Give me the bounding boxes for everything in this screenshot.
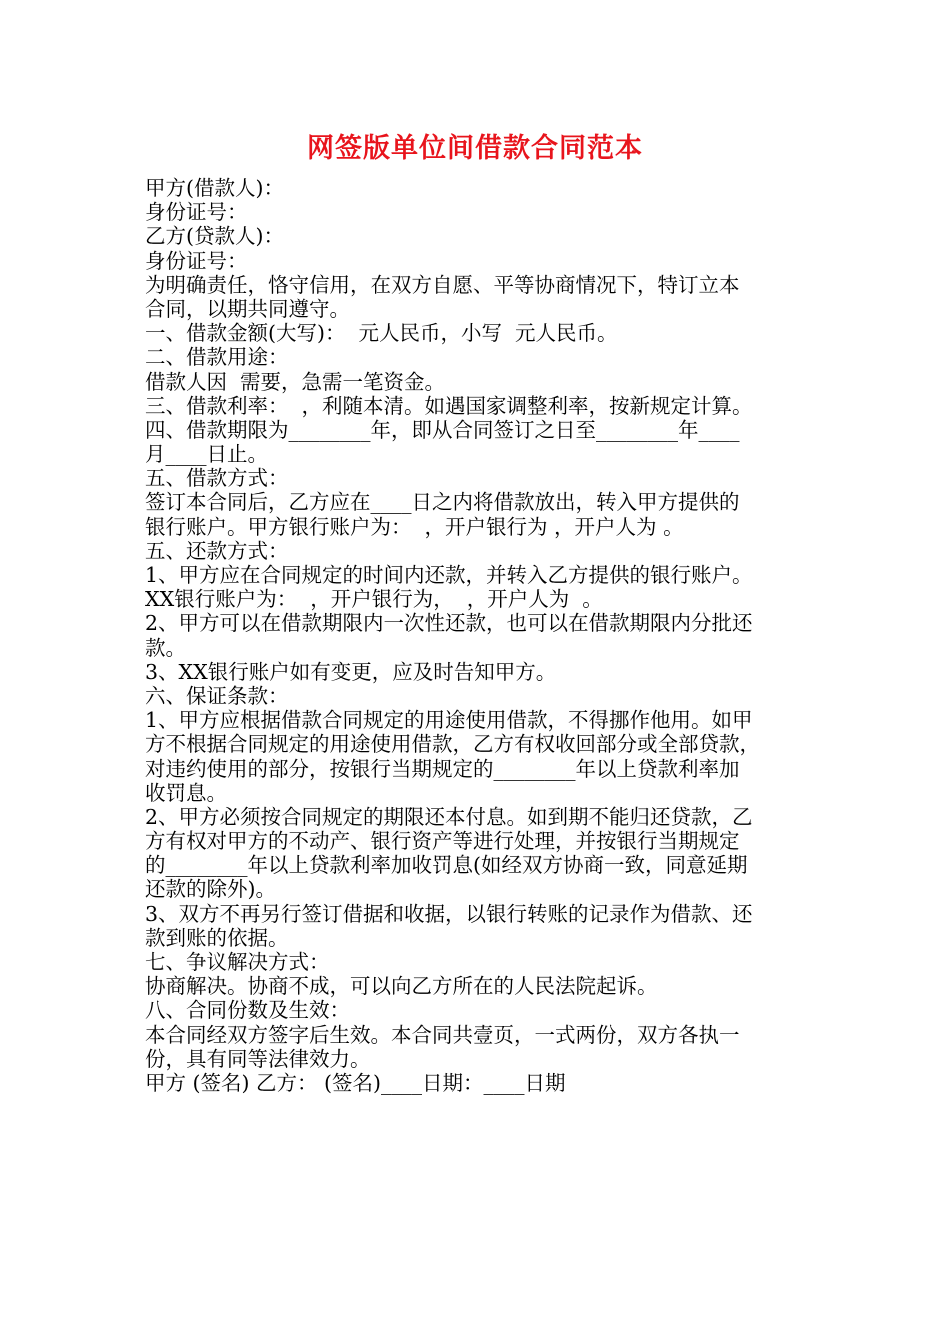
- text-line: 收罚息。: [145, 780, 227, 805]
- text-line: 甲方(借款人)：: [145, 176, 284, 200]
- text-line: 为明确责任，恪守信用，在双方自愿、平等协商情况下，特订立本: [145, 272, 740, 297]
- text-line: 对违约使用的部分，按银行当期规定的________年以上贷款利率加: [145, 756, 740, 781]
- text-line: 八、合同份数及生效：: [145, 998, 350, 1023]
- text-line: 方不根据合同规定的用途使用借款，乙方有权收回部分或全部贷款，: [145, 732, 760, 757]
- text-line: 合同，以期共同遵守。: [145, 296, 350, 321]
- text-line: 二、借款用途：: [145, 345, 289, 370]
- text-line: 2、甲方可以在借款期限内一次性还款，也可以在借款期限内分批还: [145, 611, 753, 636]
- text-line: 五、还款方式：: [145, 538, 289, 563]
- text-line: 协商解决。协商不成，可以向乙方所在的人民法院起诉。: [145, 974, 658, 999]
- text-line: 1、甲方应在合同规定的时间内还款，并转入乙方提供的银行账户。: [145, 563, 753, 587]
- text-line: 乙方(贷款人)：: [145, 224, 284, 249]
- text-line: 月____日止。: [145, 442, 268, 467]
- text-line: 签订本合同后，乙方应在____日之内将借款放出，转入甲方提供的: [145, 490, 740, 515]
- text-line: 2、甲方必须按合同规定的期限还本付息。如到期不能归还贷款，乙: [145, 804, 753, 829]
- text-line: 甲方 (签名) 乙方： (签名)____日期：____日期: [145, 1070, 566, 1095]
- text-line: 3、XX银行账户如有变更，应及时告知甲方。: [145, 659, 557, 684]
- text-line: 六、保证条款：: [145, 683, 289, 708]
- text-line: 还款的除外)。: [145, 877, 276, 902]
- document-title: 网签版单位间借款合同范本: [307, 133, 643, 164]
- text-line: 一、借款金额(大写)： 元人民币，小写 元人民币。: [145, 321, 618, 346]
- text-line: 四、借款期限为________年，即从合同签订之日至________年____: [145, 417, 740, 442]
- text-line: 款到账的依据。: [145, 925, 289, 950]
- document-body: [145, 176, 825, 1095]
- text-line: 银行账户。甲方银行账户为： ，开户银行为 ，开户人为 。: [145, 514, 684, 539]
- text-line: 身份证号：: [145, 248, 248, 273]
- text-line: 3、双方不再另行签订借据和收据，以银行转账的记录作为借款、还: [145, 901, 753, 926]
- text-line: 份，具有同等法律效力。: [145, 1046, 371, 1071]
- text-line: 三、借款利率： ，利随本清。如遇国家调整利率，按新规定计算。: [145, 393, 753, 418]
- text-line: 七、争议解决方式：: [145, 950, 330, 974]
- text-line: 五、借款方式：: [145, 466, 289, 491]
- text-line: 的________年以上贷款利率加收罚息(如经双方协商一致，同意延期: [145, 853, 748, 878]
- text-line: 身份证号：: [145, 200, 248, 225]
- text-line: 1、甲方应根据借款合同规定的用途使用借款，不得挪作他用。如甲: [145, 708, 753, 733]
- text-line: 本合同经双方签字后生效。本合同共壹页，一式两份，双方各执一: [145, 1022, 740, 1047]
- text-line: 借款人因 需要，急需一笔资金。: [145, 369, 446, 394]
- text-line: 款。: [145, 635, 186, 660]
- text-line: 方有权对甲方的不动产、银行资产等进行处理，并按银行当期规定: [145, 829, 740, 854]
- text-line: XX银行账户为： ，开户银行为， ，开户人为 。: [145, 587, 603, 612]
